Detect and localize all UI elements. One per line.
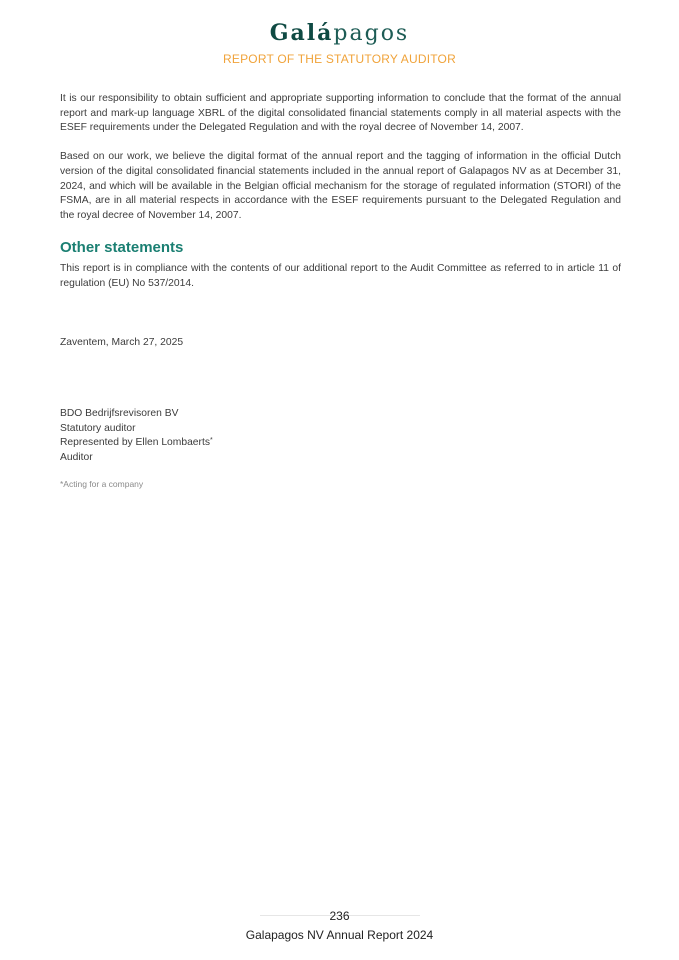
signature-block [60,407,621,465]
logo-bold-part: Galá [269,20,334,46]
auditor-role: Statutory auditor [60,422,136,434]
logo-light-part: pagos [333,21,410,46]
auditor-title: Auditor [60,451,93,463]
page-header [0,18,679,67]
section-subtitle: REPORT OF THE STATUTORY AUDITOR [223,52,456,66]
compliance-paragraph: This report is in compliance with the contents of our additional report to the Audit Committee as referred to in article 11 of regulation (EU) No 537/2014. [60,262,621,289]
page-number: 236 [329,909,350,923]
report-body [60,92,621,492]
report-name: Galapagos NV Annual Report 2024 [245,928,434,942]
responsibility-paragraph: It is our responsibility to obtain sufficient and appropriate supporting information to conclude that the format of the annual report and mark-up language XBRL of the digital consolidated financial statements comply in all material aspects with the ESEF requirements under the Delegated Regulation and with the royal decree of November 14, 2007. [60,93,621,134]
conclusion-paragraph: Based on our work, we believe the digital format of the annual report and the tagging of information in the official Dutch version of the digital consolidated financial statements included in the annual report of Galapagos NV as at December 31, 2024, and which will be available in the Belgian official mechanism for the storage of regulated information (STORI) of the FSMA, are in all material respects in accordance with the ESEF requirements pursuant to the Delegated Regulation and the royal decree of November 14, 2007. [60,151,621,221]
footnote-marker: * [209,437,213,445]
place-date: Zaventem, March 27, 2025 [60,336,184,348]
audit-firm: BDO Bedrijfsrevisoren BV [60,407,179,419]
galapagos-logo [0,18,679,49]
represented-by-text: Represented by Ellen Lombaerts [60,437,210,449]
footnote: *Acting for a company [60,479,144,490]
other-statements-heading: Other statements [60,238,184,256]
represented-by [60,436,621,451]
